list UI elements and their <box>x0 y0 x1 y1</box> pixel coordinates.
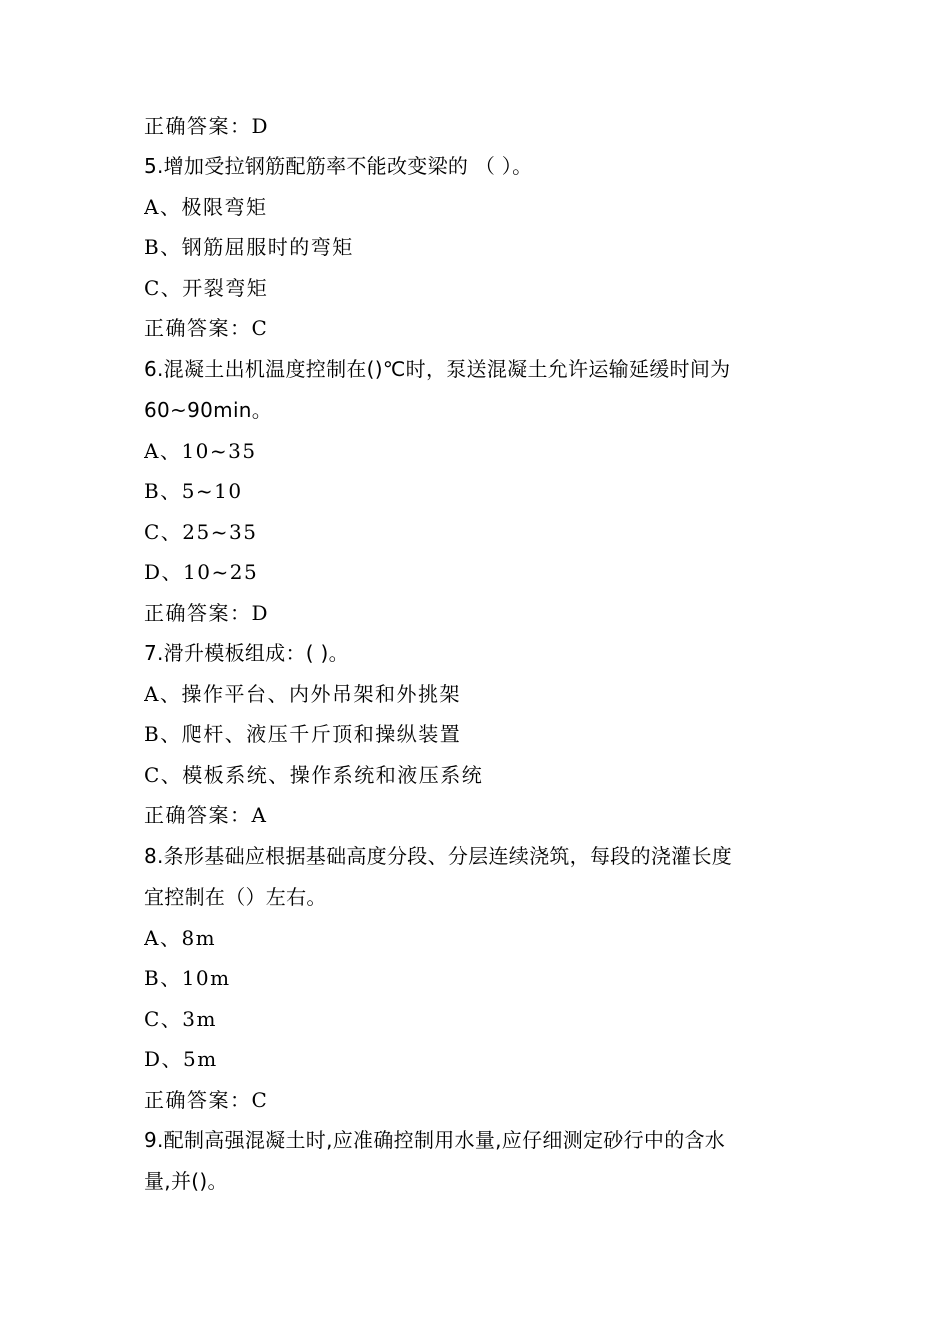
option-a: A、极限弯矩 <box>144 195 268 219</box>
question-7: 7.滑升模板组成：( )。 <box>144 641 349 665</box>
answer-line: 正确答案：D <box>144 601 270 625</box>
option-b: B、10m <box>144 966 231 990</box>
option-c: C、开裂弯矩 <box>144 276 269 300</box>
option-c: C、模板系统、操作系统和液压系统 <box>144 763 484 787</box>
question-5: 5.增加受拉钢筋配筋率不能改变梁的 （ ）。 <box>144 154 533 178</box>
option-c: C、25~35 <box>144 520 258 544</box>
answer-line: 正确答案：C <box>144 1088 269 1112</box>
option-b: B、爬杆、液压千斤顶和操纵装置 <box>144 722 462 746</box>
option-a: A、10~35 <box>144 439 257 463</box>
option-a: A、8m <box>144 926 217 950</box>
option-d: D、5m <box>144 1047 218 1071</box>
option-b: B、钢筋屈服时的弯矩 <box>144 235 354 259</box>
answer-line: 正确答案：D <box>144 114 270 138</box>
question-6: 6.混凝土出机温度控制在()℃时，泵送混凝土允许运输延缓时间为 <box>144 357 731 381</box>
question-8-continued: 宜控制在（）左右。 <box>144 885 327 909</box>
question-6-continued: 60~90min。 <box>144 398 273 422</box>
question-9-continued: 量,并()。 <box>144 1169 228 1193</box>
option-b: B、5~10 <box>144 479 243 503</box>
option-a: A、操作平台、内外吊架和外挑架 <box>144 682 461 706</box>
answer-line: 正确答案：C <box>144 316 269 340</box>
answer-line: 正确答案：A <box>144 803 268 827</box>
option-c: C、3m <box>144 1007 217 1031</box>
option-d: D、10~25 <box>144 560 259 584</box>
question-8: 8.条形基础应根据基础高度分段、分层连续浇筑，每段的浇灌长度 <box>144 844 733 868</box>
question-9: 9.配制高强混凝土时,应准确控制用水量,应仔细测定砂行中的含水 <box>144 1128 726 1152</box>
